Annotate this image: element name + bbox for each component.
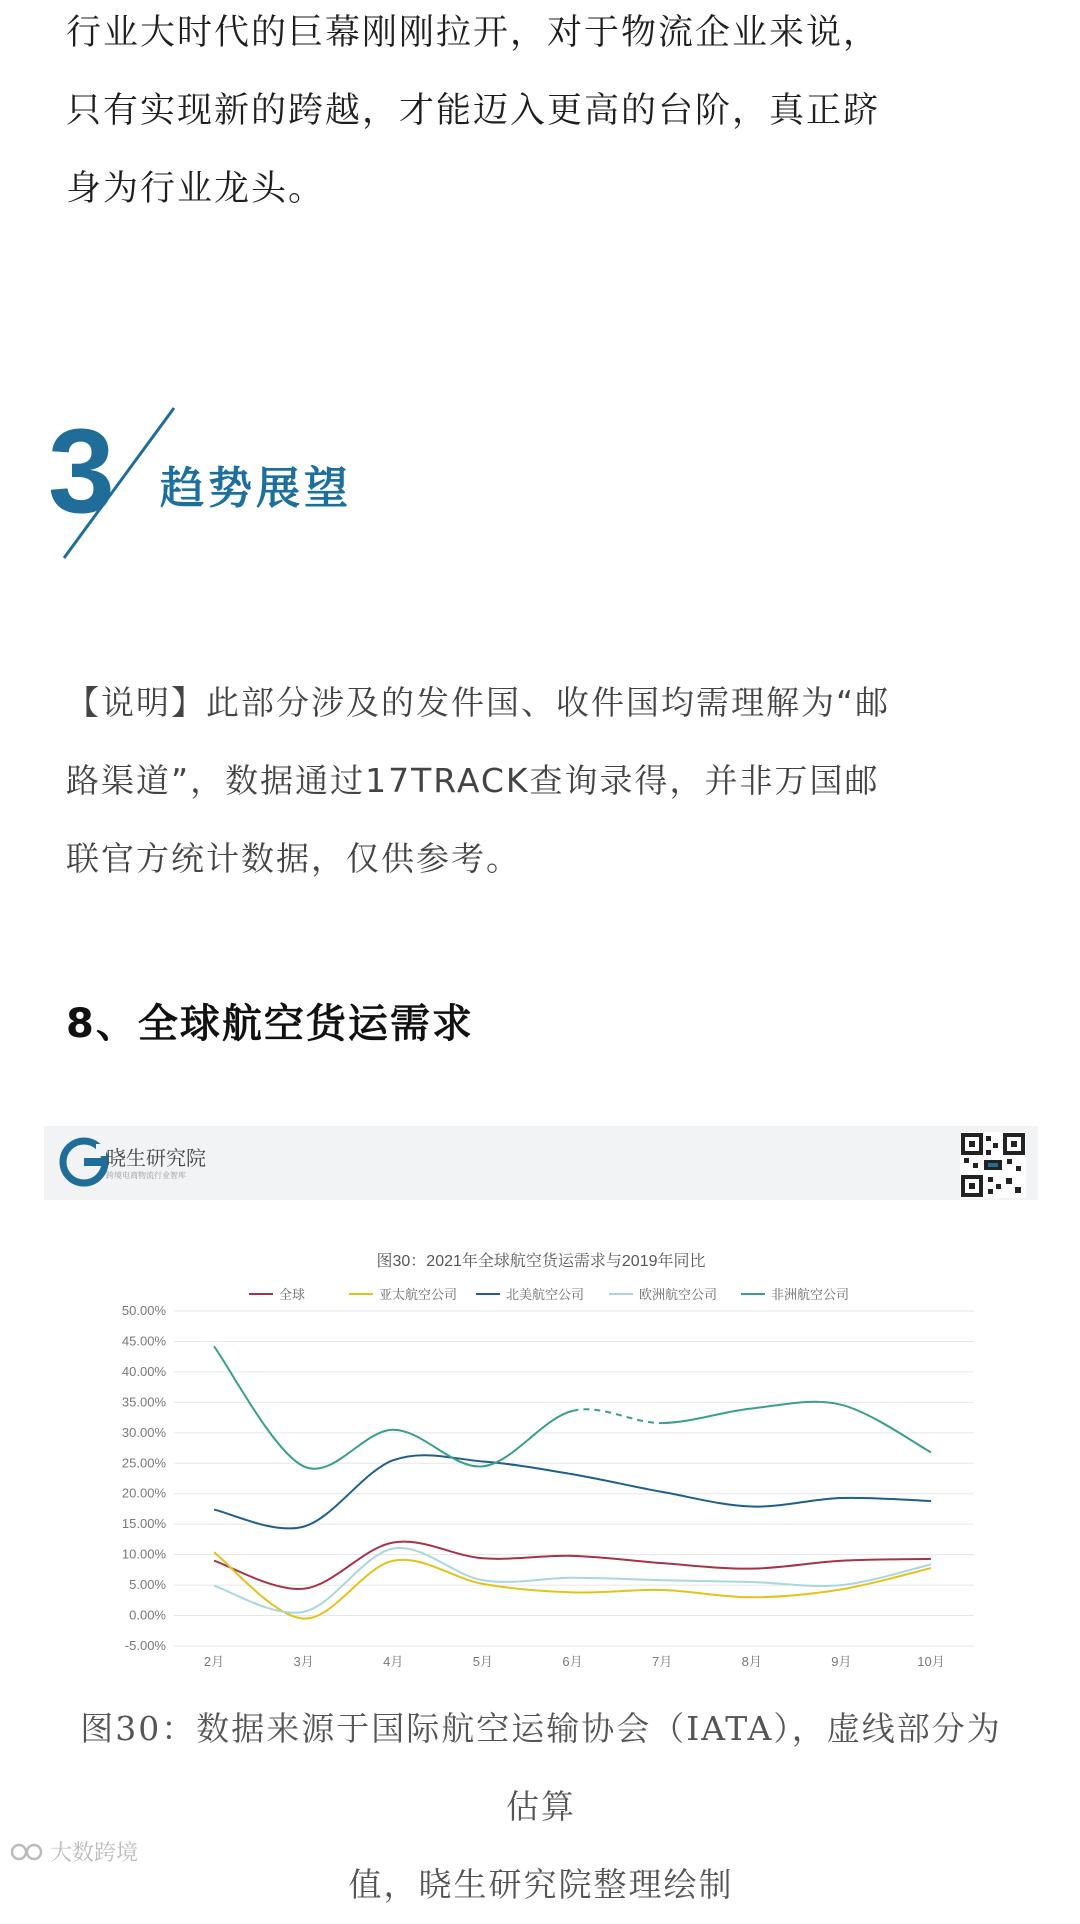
- x-tick-label: 8月: [741, 1654, 762, 1669]
- chart-title: 图30：2021年全球航空货运需求与2019年同比: [376, 1253, 706, 1270]
- series-line-estimated: [573, 1409, 663, 1423]
- series-line: [214, 1542, 931, 1589]
- y-tick-label: 35.00%: [121, 1394, 166, 1410]
- y-tick-label: 40.00%: [121, 1363, 166, 1379]
- brand-name: 晓生研究院: [106, 1146, 206, 1170]
- figure-caption: [66, 1690, 1016, 1924]
- y-tick-label: 20.00%: [121, 1485, 166, 1501]
- y-tick-label: 50.00%: [121, 1303, 166, 1318]
- x-tick-label: 3月: [293, 1654, 314, 1669]
- intro-line: 只有实现新的跨越，才能迈入更高的台阶，真正跻: [66, 91, 881, 131]
- note-line: 联官方统计数据，仅供参考。: [66, 839, 521, 878]
- brand-tagline: 跨境电商物流行业智库: [106, 1171, 186, 1180]
- legend-label: 非洲航空公司: [771, 1287, 850, 1302]
- legend-label: 北美航空公司: [506, 1287, 585, 1302]
- section-number: 3: [48, 404, 115, 538]
- y-tick-label: 15.00%: [121, 1516, 166, 1532]
- intro-line: 身为行业龙头。: [66, 169, 326, 209]
- intro-paragraph: [66, 0, 1016, 228]
- brand-mark-icon: [10, 1841, 44, 1863]
- x-tick-label: 5月: [472, 1654, 493, 1669]
- intro-line: 行业大时代的巨幕刚刚拉开，对于物流企业来说，: [66, 13, 881, 53]
- y-tick-label: 30.00%: [121, 1424, 166, 1440]
- y-tick-label: 10.00%: [121, 1546, 166, 1562]
- chart-card: [44, 1126, 1038, 1690]
- series-line: [214, 1548, 931, 1613]
- source-watermark: [10, 1836, 138, 1867]
- x-tick-label: 9月: [831, 1654, 852, 1669]
- y-tick-label: 45.00%: [121, 1333, 166, 1349]
- y-tick-label: 5.00%: [129, 1577, 166, 1593]
- y-tick-label: -5.00%: [124, 1638, 166, 1653]
- sub-heading: 8、全球航空货运需求: [66, 1001, 474, 1047]
- series-line: [214, 1346, 573, 1468]
- note-paragraph: [66, 664, 1016, 898]
- x-tick-label: 10月: [917, 1654, 945, 1669]
- series-line: [214, 1455, 931, 1528]
- series-line: [662, 1402, 931, 1453]
- watermark-text: 大数跨境: [50, 1841, 139, 1866]
- y-tick-label: 25.00%: [121, 1455, 166, 1471]
- caption-line: 值，晓生研究院整理绘制: [348, 1865, 734, 1904]
- x-tick-label: 4月: [383, 1654, 404, 1669]
- line-chart: [44, 1126, 1038, 1690]
- legend-label: 全球: [279, 1287, 306, 1302]
- section-title: 趋势展望: [160, 463, 352, 514]
- note-line: 【说明】此部分涉及的发件国、收件国均需理解为“邮: [66, 683, 891, 722]
- y-tick-label: 0.00%: [129, 1607, 166, 1623]
- caption-line: 图30：数据来源于国际航空运输协会（IATA），虚线部分为估算: [80, 1709, 1002, 1826]
- x-tick-label: 7月: [652, 1654, 673, 1669]
- legend-label: 亚太航空公司: [379, 1287, 458, 1302]
- note-line: 路渠道”，数据通过17TRACK查询录得，并非万国邮: [66, 761, 880, 800]
- x-tick-label: 6月: [562, 1654, 583, 1669]
- x-tick-label: 2月: [203, 1654, 225, 1669]
- legend-label: 欧洲航空公司: [639, 1287, 718, 1302]
